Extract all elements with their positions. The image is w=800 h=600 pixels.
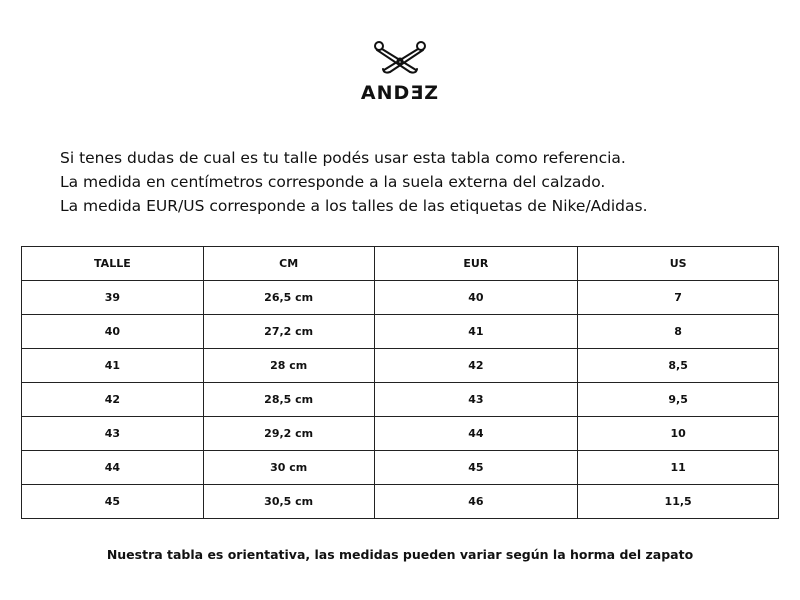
cell-talle: 42 <box>22 383 204 417</box>
intro-line-3: La medida EUR/US corresponde a los talles de las etiquetas de Nike/Adidas. <box>60 197 648 215</box>
cell-eur: 41 <box>374 315 578 349</box>
cell-cm: 26,5 cm <box>203 281 374 315</box>
cell-eur: 43 <box>374 383 578 417</box>
table-header-row <box>22 247 779 281</box>
header-eur: EUR <box>374 247 578 281</box>
intro-line-2: La medida en centímetros corresponde a la suela externa del calzado. <box>60 173 606 191</box>
cell-eur: 46 <box>374 485 578 519</box>
cell-talle: 40 <box>22 315 204 349</box>
intro-text <box>60 146 780 218</box>
cell-cm: 30,5 cm <box>203 485 374 519</box>
brand-logo <box>360 40 440 108</box>
cell-us: 11 <box>578 451 779 485</box>
cell-us: 8 <box>578 315 779 349</box>
table-row <box>22 485 779 519</box>
cell-talle: 45 <box>22 485 204 519</box>
cell-us: 11,5 <box>578 485 779 519</box>
cell-talle: 41 <box>22 349 204 383</box>
cell-eur: 44 <box>374 417 578 451</box>
cell-talle: 44 <box>22 451 204 485</box>
cell-us: 9,5 <box>578 383 779 417</box>
cell-us: 10 <box>578 417 779 451</box>
table-row <box>22 315 779 349</box>
header-us: US <box>578 247 779 281</box>
cell-talle: 39 <box>22 281 204 315</box>
cell-eur: 42 <box>374 349 578 383</box>
header-cm: CM <box>203 247 374 281</box>
cell-cm: 27,2 cm <box>203 315 374 349</box>
cell-cm: 28 cm <box>203 349 374 383</box>
brand-name: ANDƎZ <box>360 82 440 104</box>
table-row <box>22 383 779 417</box>
cell-us: 8,5 <box>578 349 779 383</box>
cell-us: 7 <box>578 281 779 315</box>
cell-cm: 28,5 cm <box>203 383 374 417</box>
cell-cm: 30 cm <box>203 451 374 485</box>
cell-eur: 45 <box>374 451 578 485</box>
intro-line-1: Si tenes dudas de cual es tu talle podés usar esta tabla como referencia. <box>60 149 626 167</box>
cell-eur: 40 <box>374 281 578 315</box>
size-chart-table <box>21 246 779 519</box>
cell-cm: 29,2 cm <box>203 417 374 451</box>
footer-note: Nuestra tabla es orientativa, las medidas pueden variar según la horma del zapato <box>106 547 694 562</box>
cell-talle: 43 <box>22 417 204 451</box>
header-talle: TALLE <box>22 247 204 281</box>
table-row <box>22 349 779 383</box>
table-row <box>22 417 779 451</box>
crossed-safety-pins-icon <box>370 40 430 76</box>
table-row <box>22 451 779 485</box>
table-row <box>22 281 779 315</box>
